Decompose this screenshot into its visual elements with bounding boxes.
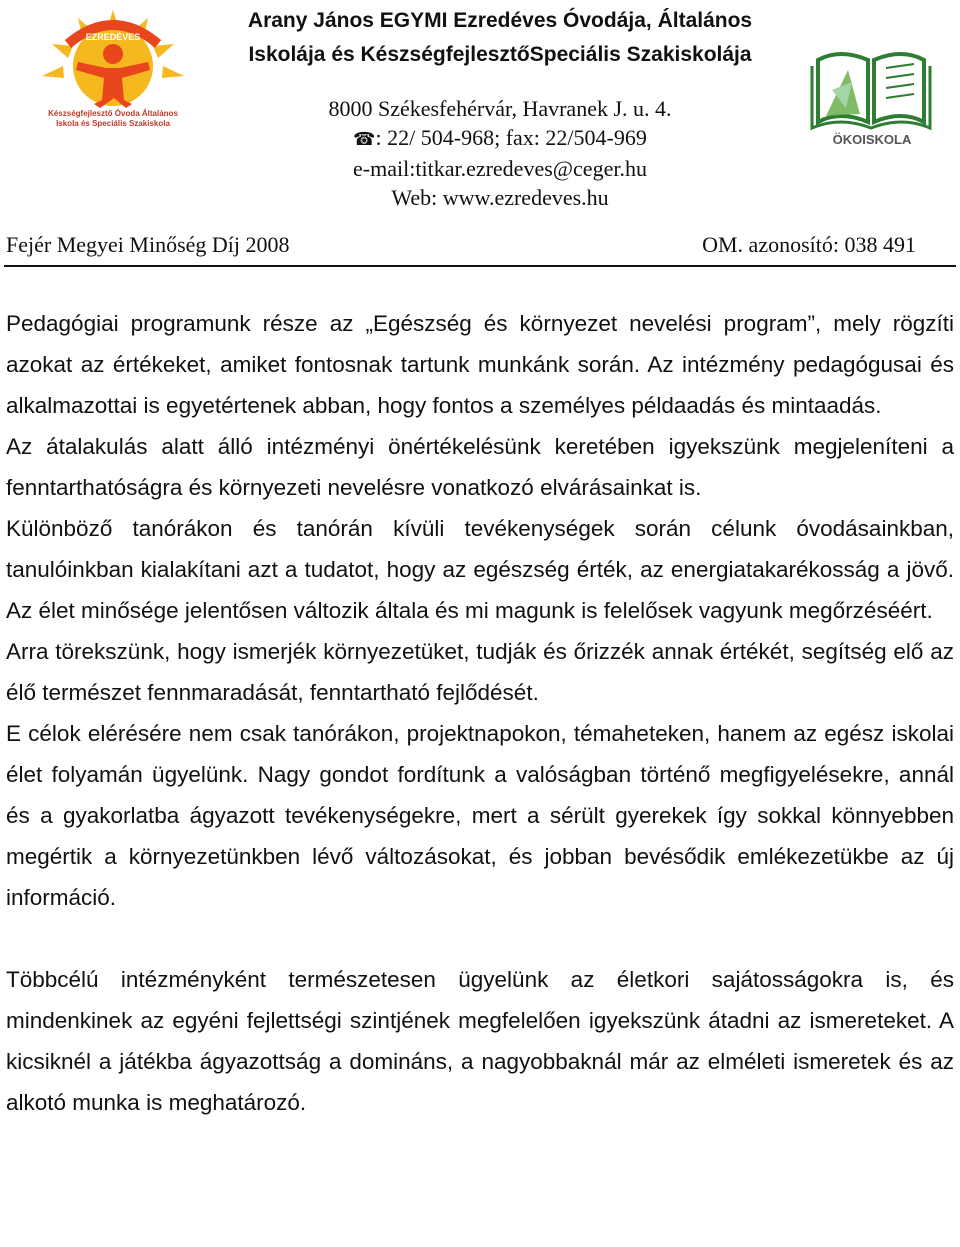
open-book-icon — [812, 54, 930, 128]
okoiskola-logo — [790, 30, 960, 150]
logo-arc-text: EZREDÉVES — [85, 32, 141, 42]
okoiskola-label: ÖKOISKOLA — [832, 132, 912, 147]
paragraph-5: E célok elérésére nem csak tanórákon, projektnapokon, témaheteken, hanem az egész iskolai élet folyamán ügyelünk. Nagy gondot fordítunk a valóságban történő megfigyelésekre, annál és a gyakorlatba ágyazott tevékenységekre, mert a sérült gyerekek így sokkal könnyebben megértik a környezetünkben lévő változásokat, és jobban bevésődik emlékezetükbe az új információ. — [6, 721, 954, 910]
body-text — [6, 303, 954, 1123]
award-line — [6, 228, 916, 262]
school-name-line-1: Arany János EGYMI Ezredéves Óvodája, Általános — [247, 9, 753, 32]
logo-caption-1: Készségfejlesztő Óvoda Általános — [48, 109, 178, 118]
paragraph-6: Többcélú intézményként természetesen ügyelünk az életkori sajátosságokra is, és mindenkinek az egyéni fejlettségi szintjének megfelelően igyekszünk átadni az ismereteket. A kicsiknél a játékba ágyazottság a domináns, a nagyobbaknál már az elméleti ismeretek és az alkotó munka is meghatározó. — [6, 967, 954, 1115]
plant-icon — [826, 70, 860, 116]
phone-icon: ☎ — [353, 129, 376, 150]
phone-fax: : 22/ 504-968; fax: 22/504-969 — [375, 125, 647, 150]
paragraph-1: Pedagógiai programunk része az „Egészség és környezet nevelési program”, mely rögzíti azokat az értékeket, amiket fontosnak tartunk munkánk során. Az intézmény pedagógusai és alkalmazottai is egyetértenek abban, hogy fontos a személyes példaadás és mintaadás. — [6, 311, 954, 418]
school-name — [225, 4, 775, 72]
paragraph-3: Különböző tanórákon és tanórán kívüli tevékenységek során célunk óvodásainkban, tanulóinkban kialakítani azt a tudatot, hogy az egészség érték, az energiatakarékosság a jövő. Az élet minősége jelentősen változik általa és mi magunk is felelősek vagyunk megőrzéséért. — [6, 516, 954, 623]
header-divider — [4, 265, 956, 267]
contact-block — [225, 94, 775, 212]
om-id: OM. azonosító: 038 491 — [702, 232, 916, 257]
website: Web: www.ezredeves.hu — [391, 185, 609, 210]
ezredeves-logo — [8, 4, 218, 130]
paragraph-4: Arra törekszünk, hogy ismerjék környezetüket, tudják és őrizzék annak értékét, segítség elő az élő természet fennmaradását, fenntartható fejlődését. — [6, 639, 954, 705]
address: 8000 Székesfehérvár, Havranek J. u. 4. — [328, 96, 672, 121]
email: e-mail:titkar.ezredeves@ceger.hu — [353, 156, 647, 181]
logo-caption-2: Iskola és Speciális Szakiskola — [56, 119, 170, 128]
phone-line — [225, 123, 775, 154]
award-text: Fejér Megyei Minőség Díj 2008 — [6, 232, 290, 257]
paragraph-2: Az átalakulás alatt álló intézményi önértékelésünk keretében igyekszünk megjeleníteni a fenntarthatóságra és környezeti nevelésre vonatkozó elvárásainkat is. — [6, 434, 954, 500]
school-name-line-2: Iskolája és KészségfejlesztőSpeciális Szakiskolája — [248, 43, 752, 66]
